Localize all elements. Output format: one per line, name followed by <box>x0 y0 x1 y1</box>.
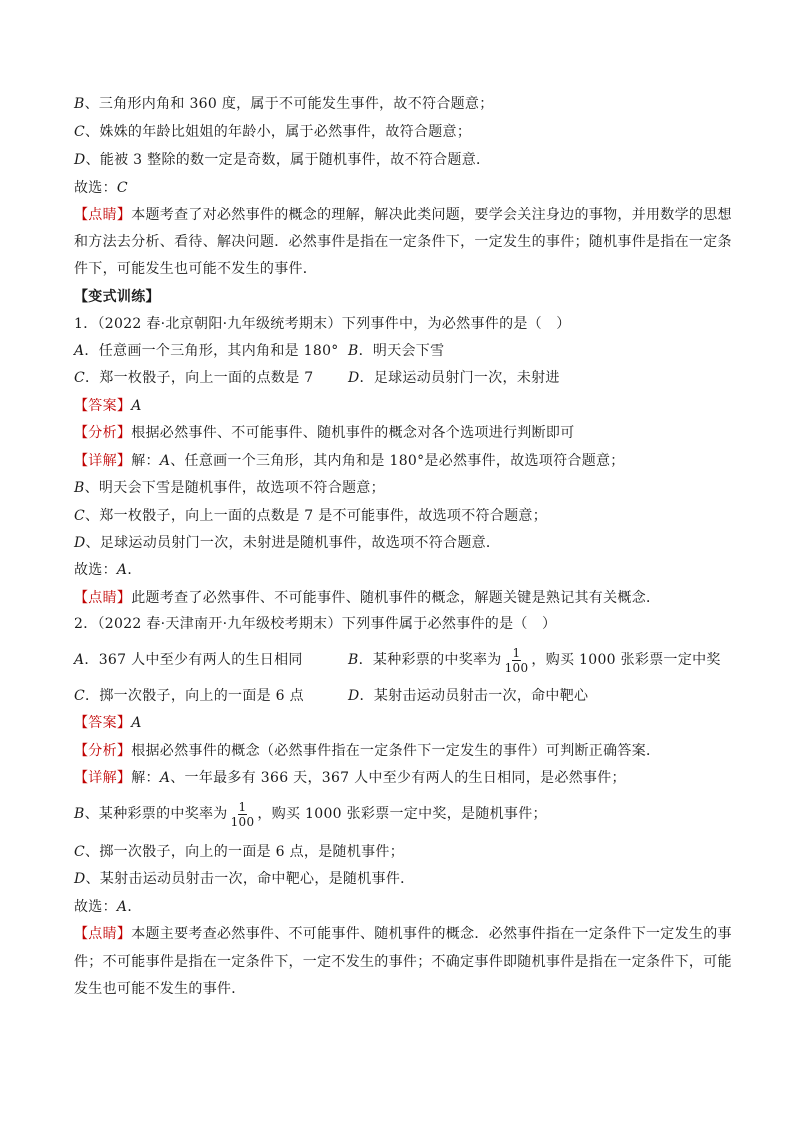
option-text: 、三角形内角和 360 度，属于不可能发生事件，故不符合题意； <box>84 96 494 112</box>
dianjing-text: 此题考查了必然事件、不可能事件、随机事件的概念，解题关键是熟记其有关概念． <box>131 590 661 606</box>
detail-prefix: 解： <box>131 770 160 786</box>
option-letter: C <box>74 508 86 524</box>
option-letter: A <box>74 343 85 359</box>
answer-letter: A <box>131 398 142 414</box>
q2-option-d: ．某射击运动员射击一次，命中靶心 <box>359 688 589 704</box>
option-letter: C <box>74 688 86 704</box>
q2-dianjing-line-3: 发生也可能不发生的事件． <box>74 981 246 997</box>
option-letter: D <box>74 871 86 887</box>
q2-options-row-1 <box>74 643 734 677</box>
fraction-numerator: 1 <box>512 645 521 660</box>
q1-step-b <box>74 478 385 498</box>
answer-letter: A <box>131 715 142 731</box>
option-letter: B <box>74 806 85 822</box>
option-letter: A <box>74 652 85 668</box>
option-letter: C <box>74 844 86 860</box>
fraction-denominator: 100 <box>504 660 529 675</box>
q1-step-c <box>74 506 547 526</box>
q2-step-b <box>74 797 547 831</box>
q1-dianjing-line <box>74 588 660 608</box>
fraction <box>504 646 530 675</box>
q2-answer-line <box>74 713 142 733</box>
q2-analysis-line <box>74 741 660 761</box>
step-text: 、某射击运动员射击一次，命中靶心，是随机事件． <box>85 871 415 887</box>
detail-prefix: 解： <box>131 453 160 469</box>
option-letter: D <box>348 688 360 704</box>
step-text: 、足球运动员射门一次，未射进是随机事件，故选项不符合题意． <box>85 535 501 551</box>
dianjing-text: 本题考查了对必然事件的概念的理解，解决此类问题，要学会关注身边的事物，并用数学的思想 <box>131 207 732 223</box>
q1-stem: 1．（2022 春·北京朝阳·九年级统考期末）下列事件中，为必然事件的是（ ） <box>74 316 571 332</box>
fraction <box>230 800 256 829</box>
q2-dianjing-line-2: 件；不可能事件是指在一定条件下，一定不发生的事件；不确定事件即随机事件是指在一定条件下，可能 <box>74 954 732 970</box>
q2-step-c <box>74 842 404 862</box>
detail-tag: 【详解】 <box>74 453 132 469</box>
q2-detail-line <box>74 768 626 788</box>
dianjing-text: 和方法去分析、看待、解决问题．必然事件是指在一定条件下，一定发生的事件；随机事件是指在一定条 <box>74 234 732 250</box>
step-text-post: ，购买 1000 张彩票一定中奖，是随机事件； <box>257 806 547 822</box>
choose-end: ． <box>127 899 142 915</box>
option-letter: D <box>74 152 86 168</box>
dianjing-line-3 <box>74 259 317 279</box>
analysis-text: 根据必然事件、不可能事件、随机事件的概念对各个选项进行判断即可 <box>131 425 575 441</box>
choose-letter: A <box>116 899 128 915</box>
dianjing-tag: 【点睛】 <box>74 207 132 223</box>
section-heading: 【变式训练】 <box>74 289 160 305</box>
choose-end: ． <box>127 562 142 578</box>
q1-analysis-line <box>74 423 575 443</box>
q1-option-c: ．郑一枚骰子，向上一面的点数是 7 <box>85 370 314 386</box>
option-letter: D <box>74 535 86 551</box>
choose-letter: A <box>116 562 128 578</box>
dianjing-line-2 <box>74 232 732 252</box>
dianjing-tag: 【点睛】 <box>74 590 132 606</box>
q1-step-d <box>74 533 500 553</box>
q2-option-c: ．掷一次骰子，向上的一面是 6 点 <box>85 688 304 704</box>
prev-option-b-line <box>74 94 494 114</box>
detail-tag: 【详解】 <box>74 770 132 786</box>
dianjing-text: 本题主要考查必然事件、不可能事件、随机事件的概念．必然事件指在一定条件下一定发生的事 <box>131 926 732 942</box>
detail-text: 、一年最多有 366 天，367 人中至少有两人的生日相同，是必然事件； <box>170 770 626 786</box>
q2-stem: 2．（2022 春·天津南开·九年级校考期末）下列事件属于必然事件的是（ ） <box>74 616 557 632</box>
option-letter: B <box>348 343 359 359</box>
option-letter: D <box>348 370 360 386</box>
prev-answer-line <box>74 178 128 198</box>
q1-detail-line <box>74 451 625 471</box>
option-letter: B <box>74 480 85 496</box>
q1-answer-line <box>74 396 142 416</box>
answer-prefix: 故选： <box>74 180 117 196</box>
option-letter: C <box>74 124 86 140</box>
analysis-text: 根据必然事件的概念（必然事件指在一定条件下一定发生的事件）可判断正确答案． <box>131 743 661 759</box>
option-letter: A <box>159 453 171 469</box>
q2-option-b-pre: ．某种彩票的中奖率为 <box>358 652 502 668</box>
prev-option-d-line <box>74 150 490 170</box>
step-text: 、掷一次骰子，向上的一面是 6 点，是随机事件； <box>85 844 405 860</box>
analysis-tag: 【分析】 <box>74 743 132 759</box>
option-text: 、姝姝的年龄比姐姐的年龄小，属于必然事件，故符合题意； <box>85 124 472 140</box>
prev-option-c-line <box>74 122 471 142</box>
option-letter: B <box>348 652 359 668</box>
q1-options-row-1 <box>74 341 734 361</box>
fraction-denominator: 100 <box>230 814 255 829</box>
answer-letter: C <box>116 180 128 196</box>
option-letter: C <box>74 370 86 386</box>
option-text: 、能被 3 整除的数一定是奇数，属于随机事件，故不符合题意． <box>85 152 491 168</box>
analysis-tag: 【分析】 <box>74 425 132 441</box>
option-letter: B <box>74 96 85 112</box>
q2-option-b-post: ，购买 1000 张彩票一定中奖 <box>531 652 721 668</box>
dianjing-tag: 【点睛】 <box>74 926 132 942</box>
option-letter: A <box>159 770 171 786</box>
step-text-pre: 、某种彩票的中奖率为 <box>84 806 228 822</box>
dianjing-text: 件下，可能发生也可能不发生的事件． <box>74 261 318 277</box>
q1-choose-line <box>74 560 142 580</box>
q1-option-b: ．明天会下雪 <box>358 343 445 359</box>
fraction-numerator: 1 <box>238 799 247 814</box>
q2-dianjing-line-1 <box>74 924 732 944</box>
step-text: 、郑一枚骰子，向上一面的点数是 7 是不可能事件，故选项不符合题意； <box>85 508 548 524</box>
q1-option-d: ．足球运动员射门一次，未射进 <box>359 370 560 386</box>
q2-step-d <box>74 869 414 889</box>
answer-tag: 【答案】 <box>74 398 132 414</box>
q1-option-a: ．任意画一个三角形，其内角和是 180° <box>84 343 339 359</box>
dianjing-line-1 <box>74 205 732 225</box>
q2-option-a: ．367 人中至少有两人的生日相同 <box>84 652 303 668</box>
q1-options-row-2 <box>74 368 734 388</box>
q2-choose-line <box>74 897 142 917</box>
choose-prefix: 故选： <box>74 562 117 578</box>
step-text: 、明天会下雪是随机事件，故选项不符合题意； <box>84 480 385 496</box>
choose-prefix: 故选： <box>74 899 117 915</box>
detail-text: 、任意画一个三角形，其内角和是 180°是必然事件，故选项符合题意； <box>170 453 625 469</box>
q2-options-row-2 <box>74 686 734 706</box>
answer-tag: 【答案】 <box>74 715 132 731</box>
